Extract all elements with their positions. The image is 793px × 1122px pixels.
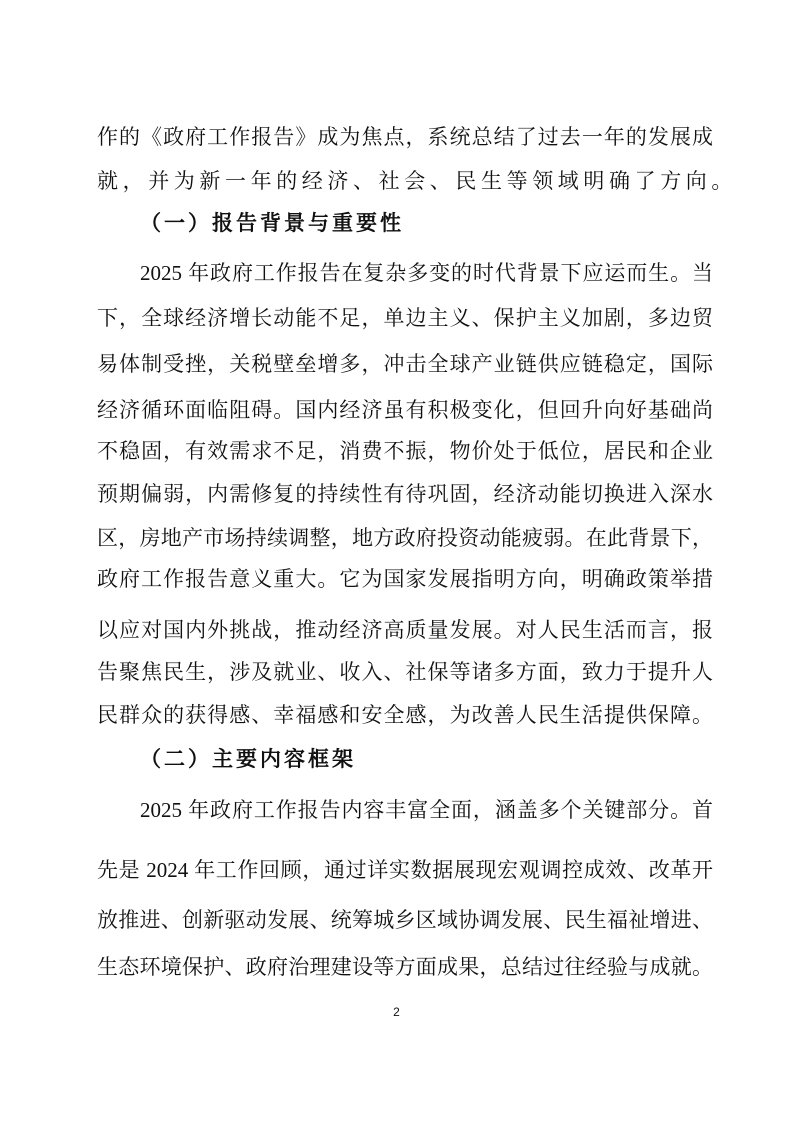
text-line: 生态环境保护、政府治理建设等方面成果，总结过往经验与成就。 [97, 955, 713, 979]
page-number: 2 [393, 1005, 400, 1019]
text-line: 放推进、创新驱动发展、统筹城乡区域协调发展、民生福祉增进、 [97, 908, 713, 932]
text-line: 经济循环面临阻碍。国内经济虽有积极变化，但回升向好基础尚 [97, 398, 713, 422]
text-line: 预期偏弱，内需修复的持续性有待巩固，经济动能切换进入深水 [97, 482, 713, 506]
text-line: 易体制受挫，关税壁垒增多，冲击全球产业链供应链稳定，国际 [97, 352, 713, 376]
text-line: 区，房地产市场持续调整，地方政府投资动能疲弱。在此背景下， [97, 526, 713, 550]
text-line: 作的《政府工作报告》成为焦点，系统总结了过去一年的发展成 [97, 125, 713, 149]
text-line: 以应对国内外挑战，推动经济高质量发展。对人民生活而言，报 [97, 618, 713, 642]
text-line: 先是 2024 年工作回顾，通过详实数据展现宏观调控成效、改革开 [97, 858, 713, 882]
text-line: 民群众的获得感、幸福感和安全感，为改善人民生活提供保障。 [97, 703, 713, 727]
text-line: 就，并为新一年的经济、社会、民生等领域明确了方向。 [97, 169, 737, 193]
text-line: 2025 年政府工作报告在复杂多变的时代背景下应运而生。当 [140, 261, 713, 285]
text-line: 下，全球经济增长动能不足，单边主义、保护主义加剧，多边贸 [97, 306, 713, 330]
text-line: 政府工作报告意义重大。它为国家发展指明方向，明确政策举措 [97, 567, 713, 591]
text-line: 不稳固，有效需求不足，消费不振，物价处于低位，居民和企业 [97, 439, 713, 463]
text-line: 2025 年政府工作报告内容丰富全面，涵盖多个关键部分。首 [140, 798, 713, 822]
text-line: 告聚焦民生，涉及就业、收入、社保等诸多方面，致力于提升人 [97, 660, 713, 684]
section-heading-2: （二）主要内容框架 [140, 748, 356, 771]
section-heading-1: （一）报告背景与重要性 [140, 212, 404, 235]
